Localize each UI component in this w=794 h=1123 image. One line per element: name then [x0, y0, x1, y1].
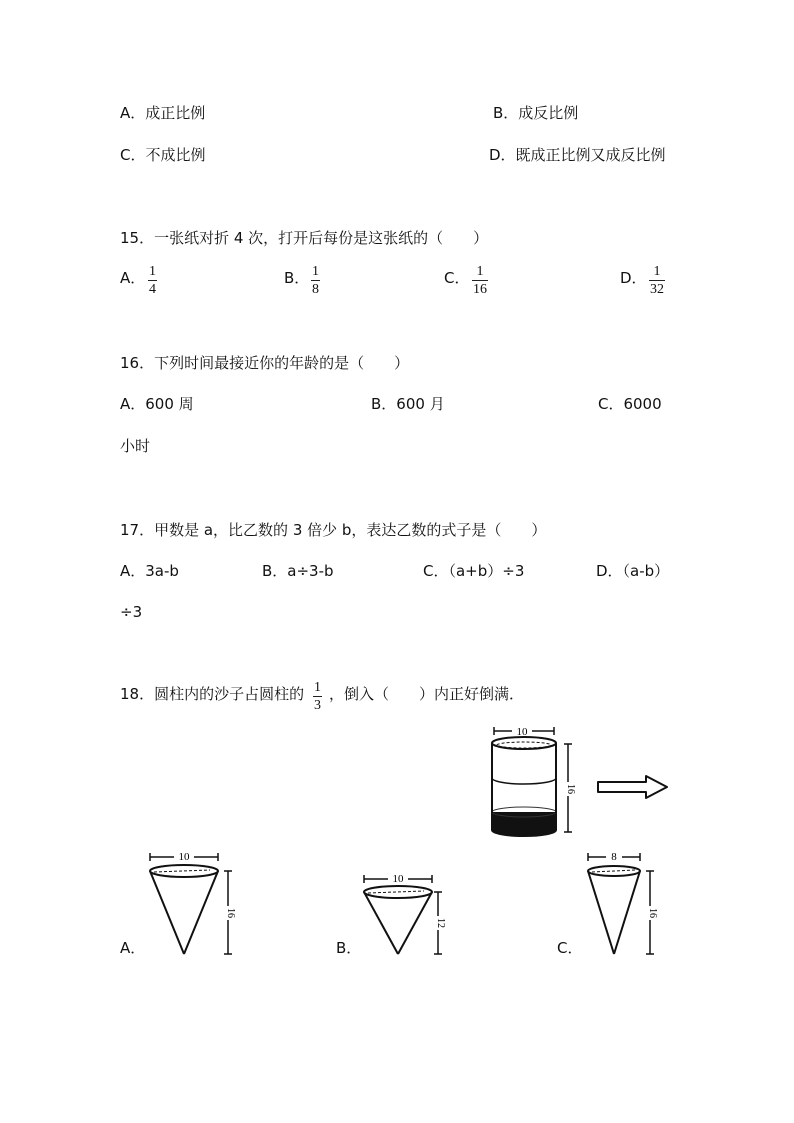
- cone-c-height-label: 16: [647, 908, 658, 918]
- fraction-numerator: 1: [312, 264, 319, 279]
- q15-stem: 15．一张纸对折 4 次，打开后每份是这张纸的（ ）: [120, 229, 489, 247]
- q18-option-b-label: B．: [336, 939, 362, 957]
- q17-option-b: B．a÷3-b: [262, 562, 334, 580]
- q17-option-c: C．（a+b）÷3: [423, 562, 525, 580]
- cone-option-c: [584, 848, 664, 960]
- q15-option-c-fraction: [472, 264, 488, 297]
- fraction-bar: [311, 280, 320, 281]
- fraction-numerator: 1: [653, 264, 661, 279]
- fraction-denominator: 3: [314, 698, 321, 713]
- q14-option-b: B．成反比例: [493, 104, 579, 122]
- q17-option-d-continued: ÷3: [120, 603, 143, 621]
- q17-option-d: D．（a-b）: [596, 562, 670, 580]
- fraction-bar: [649, 280, 665, 281]
- q14-option-a: A．成正比例: [120, 104, 206, 122]
- cone-b-height-label: 12: [435, 918, 446, 928]
- q18-stem-fraction: [313, 680, 322, 713]
- fraction-denominator: 4: [149, 282, 156, 297]
- fraction-numerator: 1: [476, 264, 484, 279]
- q16-option-b: B．600 月: [371, 395, 445, 413]
- fraction-denominator: 32: [650, 282, 664, 297]
- fraction-denominator: 8: [312, 282, 319, 297]
- cone-c-diameter-label: 8: [611, 851, 617, 863]
- cone-a-diameter-label: 10: [178, 851, 190, 863]
- q16-option-c-continued: 小时: [120, 437, 151, 455]
- q18-stem-before: 18．圆柱内的沙子占圆柱的: [120, 685, 305, 703]
- q18-option-a-label: A．: [120, 939, 146, 957]
- cone-option-b: [360, 870, 452, 960]
- q16-option-a: A．600 周: [120, 395, 194, 413]
- arrow-right-icon: [596, 774, 670, 800]
- q15-option-b-label: B．: [284, 269, 310, 287]
- fraction-numerator: 1: [149, 264, 156, 279]
- cylinder-figure: [486, 724, 586, 844]
- q16-option-c: C．6000: [598, 395, 662, 413]
- q14-option-d: D．既成正比例又成反比例: [489, 146, 666, 164]
- q18-stem-after: ，倒入（ ）内正好倒满．: [329, 685, 525, 703]
- cylinder-diameter-label: 10: [516, 726, 528, 738]
- q17-stem: 17．甲数是 a，比乙数的 3 倍少 b，表达乙数的式子是（ ）: [120, 521, 547, 539]
- fraction-numerator: 1: [314, 680, 321, 695]
- cone-option-a: [146, 848, 238, 960]
- fraction-bar: [472, 280, 488, 281]
- fraction-denominator: 16: [473, 282, 487, 297]
- q15-option-a-label: A．: [120, 269, 146, 287]
- q15-option-a-fraction: [148, 264, 157, 297]
- q15-option-d-label: D．: [620, 269, 647, 287]
- fraction-bar: [148, 280, 157, 281]
- q14-option-c: C．不成比例: [120, 146, 206, 164]
- cone-a-height-label: 16: [225, 908, 236, 918]
- fraction-bar: [313, 696, 322, 697]
- q17-option-a: A．3a-b: [120, 562, 179, 580]
- q15-option-c-label: C．: [444, 269, 470, 287]
- q18-option-c-label: C．: [557, 939, 583, 957]
- cylinder-height-label: 16: [565, 784, 576, 794]
- q16-stem: 16．下列时间最接近你的年龄的是（ ）: [120, 354, 410, 372]
- cone-b-diameter-label: 10: [392, 873, 404, 885]
- q15-option-b-fraction: [311, 264, 320, 297]
- q15-option-d-fraction: [649, 264, 665, 297]
